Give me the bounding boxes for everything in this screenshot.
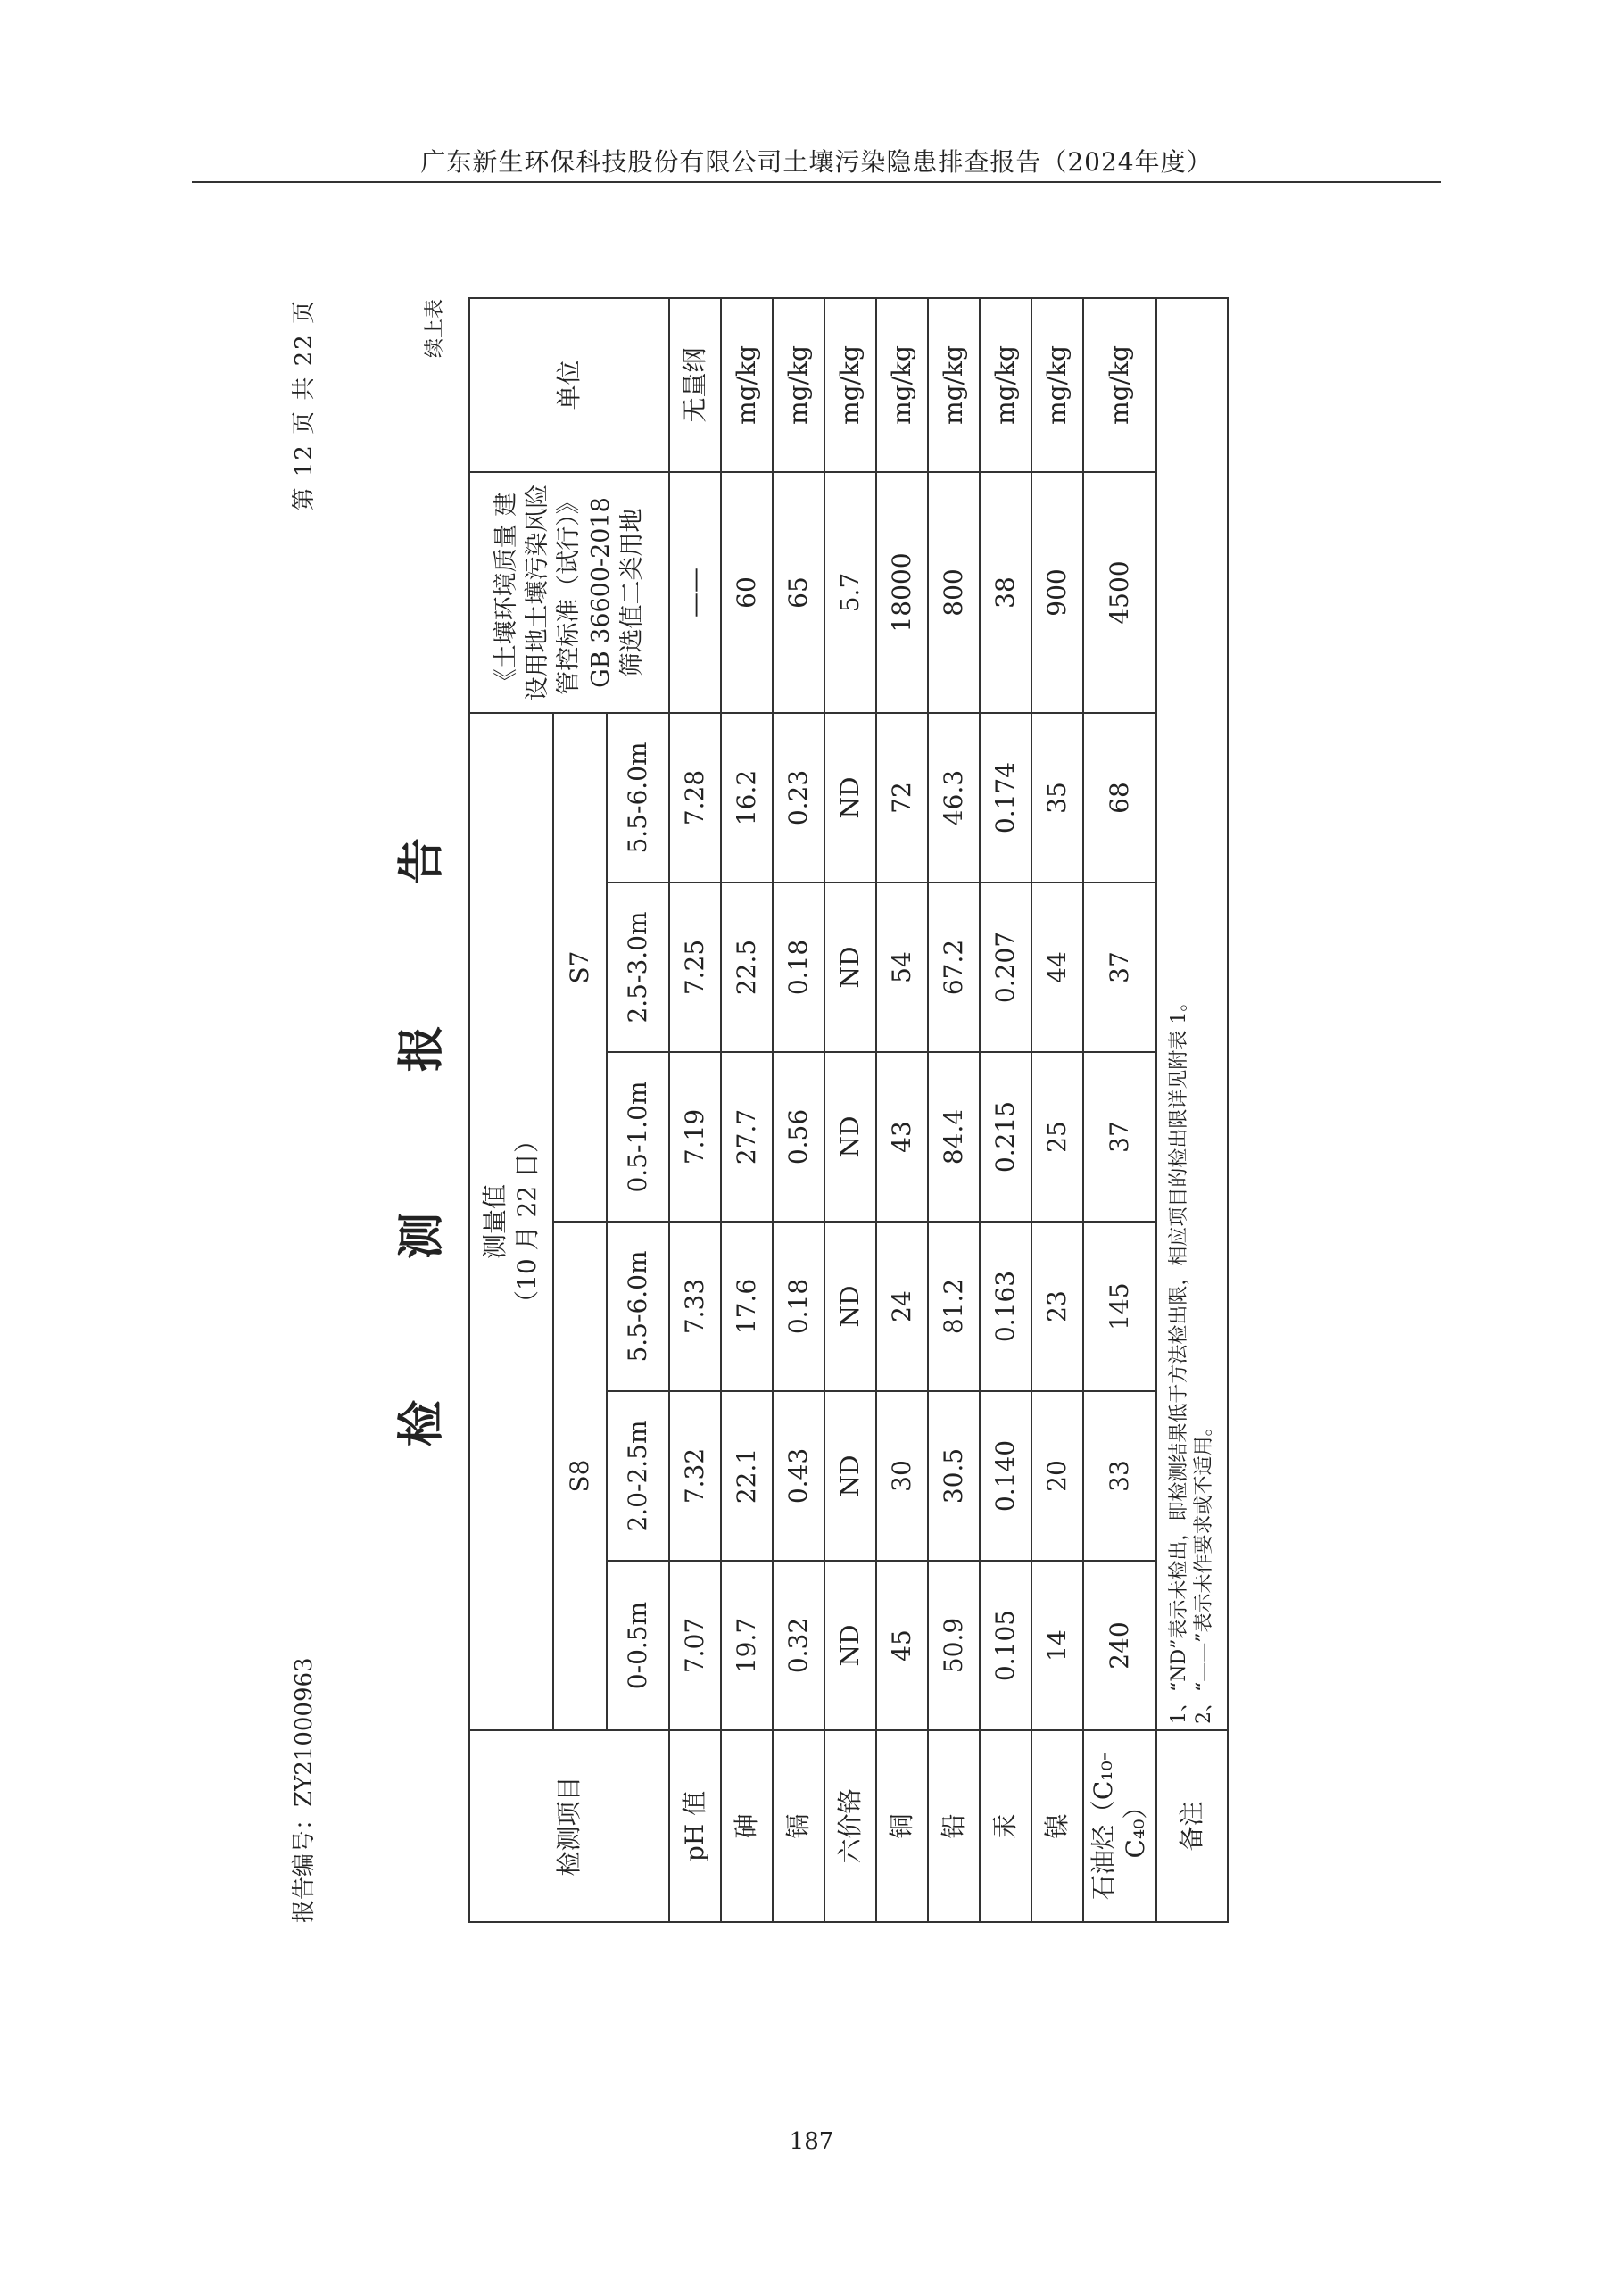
value-cell: ND: [824, 1391, 876, 1561]
value-cell: 84.4: [928, 1052, 980, 1222]
table-row: [1083, 298, 1156, 1922]
unit-cell: mg/kg: [980, 298, 1031, 472]
standard-header-line2: 设用地土壤污染风险: [524, 484, 552, 701]
report-top-line: [286, 299, 321, 1923]
unit-cell: mg/kg: [1031, 298, 1083, 472]
table-row: [773, 298, 824, 1922]
unit-header: 单位: [469, 298, 669, 472]
value-cell: 0.105: [980, 1561, 1031, 1730]
remarks-cell: [1156, 298, 1228, 1730]
value-cell: 7.19: [669, 1052, 721, 1222]
value-cell: 50.9: [928, 1561, 980, 1730]
remarks-label: 备注: [1156, 1730, 1228, 1922]
value-cell: 44: [1031, 883, 1083, 1052]
value-cell: 7.07: [669, 1561, 721, 1730]
unit-cell: mg/kg: [824, 298, 876, 472]
note-2: 2、“——”表示未作要求或不适用。: [1192, 1416, 1215, 1724]
table-row: [824, 298, 876, 1922]
value-cell: 7.33: [669, 1222, 721, 1391]
value-cell: 16.2: [721, 713, 773, 883]
item-cell: 镉: [773, 1730, 824, 1922]
document-header: 广东新生环保科技股份有限公司土壤污染隐患排查报告（2024年度）: [420, 147, 1213, 177]
unit-cell: mg/kg: [876, 298, 928, 472]
value-cell: 68: [1083, 713, 1156, 883]
item-cell: 镍: [1031, 1730, 1083, 1922]
page-info: 第 12 页 共 22 页: [291, 299, 318, 511]
value-cell: ND: [824, 1561, 876, 1730]
item-header: 检测项目: [469, 1730, 669, 1922]
item-cell: 石油烃（C₁₀-C₄₀）: [1083, 1730, 1156, 1922]
depth-header: 0.5-1.0m: [607, 1052, 669, 1222]
value-cell: 72: [876, 713, 928, 883]
value-cell: 0.163: [980, 1222, 1031, 1391]
standard-cell: 65: [773, 472, 824, 713]
item-cell: 六价铬: [824, 1730, 876, 1922]
item-cell: pH 值: [669, 1730, 721, 1922]
measured-header: [469, 713, 553, 1730]
standard-header: [469, 472, 669, 713]
unit-cell: mg/kg: [928, 298, 980, 472]
depth-header: 2.5-3.0m: [607, 883, 669, 1052]
table-row: [669, 298, 721, 1922]
table-row: [1031, 298, 1083, 1922]
site-s8-header: S8: [553, 1222, 607, 1730]
value-cell: 7.28: [669, 713, 721, 883]
item-cell: 砷: [721, 1730, 773, 1922]
value-cell: 14: [1031, 1561, 1083, 1730]
value-cell: 27.7: [721, 1052, 773, 1222]
value-cell: 30.5: [928, 1391, 980, 1561]
report-title: 检 测 报 告: [395, 775, 449, 1447]
value-cell: 43: [876, 1052, 928, 1222]
value-cell: 33: [1083, 1391, 1156, 1561]
header-rule: [192, 181, 1441, 183]
value-cell: 0.215: [980, 1052, 1031, 1222]
value-cell: 25: [1031, 1052, 1083, 1222]
value-cell: 45: [876, 1561, 928, 1730]
value-cell: 17.6: [721, 1222, 773, 1391]
value-cell: 0.18: [773, 1222, 824, 1391]
standard-header-line4: GB 36600-2018: [586, 497, 615, 688]
standard-header-line5: 筛选值二类用地: [617, 508, 646, 677]
value-cell: 46.3: [928, 713, 980, 883]
value-cell: 30: [876, 1391, 928, 1561]
value-cell: 240: [1083, 1561, 1156, 1730]
value-cell: ND: [824, 883, 876, 1052]
value-cell: 22.1: [721, 1391, 773, 1561]
unit-cell: 无量纲: [669, 298, 721, 472]
unit-cell: mg/kg: [721, 298, 773, 472]
value-cell: 7.32: [669, 1391, 721, 1561]
standard-header-line1: 《土壤环境质量 建: [493, 492, 521, 693]
unit-cell: mg/kg: [773, 298, 824, 472]
value-cell: ND: [824, 713, 876, 883]
note-1: 1、“ND”表示未检出，即检测结果低于方法检出限，相应项目的检出限详见附表 1。: [1167, 991, 1190, 1724]
value-cell: 145: [1083, 1222, 1156, 1391]
standard-cell: 60: [721, 472, 773, 713]
unit-cell: mg/kg: [1083, 298, 1156, 472]
depth-header: 0-0.5m: [607, 1561, 669, 1730]
value-cell: 0.43: [773, 1391, 824, 1561]
report-number: 报告编号：ZY21000963: [291, 1657, 318, 1923]
page-number: 187: [789, 2128, 834, 2155]
measured-header-line1: 测量值: [480, 1184, 510, 1260]
table-row: [928, 298, 980, 1922]
table-row: [721, 298, 773, 1922]
depth-header: 5.5-6.0m: [607, 1222, 669, 1391]
table-row: [876, 298, 928, 1922]
value-cell: 35: [1031, 713, 1083, 883]
value-cell: 20: [1031, 1391, 1083, 1561]
value-cell: 37: [1083, 883, 1156, 1052]
depth-header: 2.0-2.5m: [607, 1391, 669, 1561]
test-results-table: [468, 297, 1229, 1923]
value-cell: 0.18: [773, 883, 824, 1052]
value-cell: 7.25: [669, 883, 721, 1052]
value-cell: ND: [824, 1222, 876, 1391]
standard-cell: 4500: [1083, 472, 1156, 713]
rotated-report-page: [286, 299, 1213, 1923]
site-s7-header: S7: [553, 713, 607, 1222]
value-cell: 0.140: [980, 1391, 1031, 1561]
remarks-row: [1156, 298, 1228, 1922]
value-cell: 23: [1031, 1222, 1083, 1391]
standard-header-line3: 管控标准（试行）》: [555, 490, 584, 695]
value-cell: 54: [876, 883, 928, 1052]
value-cell: ND: [824, 1052, 876, 1222]
standard-cell: 900: [1031, 472, 1083, 713]
value-cell: 0.32: [773, 1561, 824, 1730]
measured-header-line2: （10 月 22 日）: [512, 1128, 542, 1315]
value-cell: 0.174: [980, 713, 1031, 883]
value-cell: 22.5: [721, 883, 773, 1052]
value-cell: 81.2: [928, 1222, 980, 1391]
standard-cell: 38: [980, 472, 1031, 713]
item-cell: 汞: [980, 1730, 1031, 1922]
depth-header: 5.5-6.0m: [607, 713, 669, 883]
value-cell: 0.207: [980, 883, 1031, 1052]
standard-cell: 18000: [876, 472, 928, 713]
item-cell: 铜: [876, 1730, 928, 1922]
standard-cell: ——: [669, 472, 721, 713]
standard-cell: 5.7: [824, 472, 876, 713]
value-cell: 67.2: [928, 883, 980, 1052]
value-cell: 24: [876, 1222, 928, 1391]
value-cell: 37: [1083, 1052, 1156, 1222]
table-row: [980, 298, 1031, 1922]
continued-label: 续上表: [424, 299, 446, 359]
standard-cell: 800: [928, 472, 980, 713]
value-cell: 19.7: [721, 1561, 773, 1730]
value-cell: 0.23: [773, 713, 824, 883]
item-cell: 铅: [928, 1730, 980, 1922]
header-row-1: [469, 298, 553, 1922]
value-cell: 0.56: [773, 1052, 824, 1222]
